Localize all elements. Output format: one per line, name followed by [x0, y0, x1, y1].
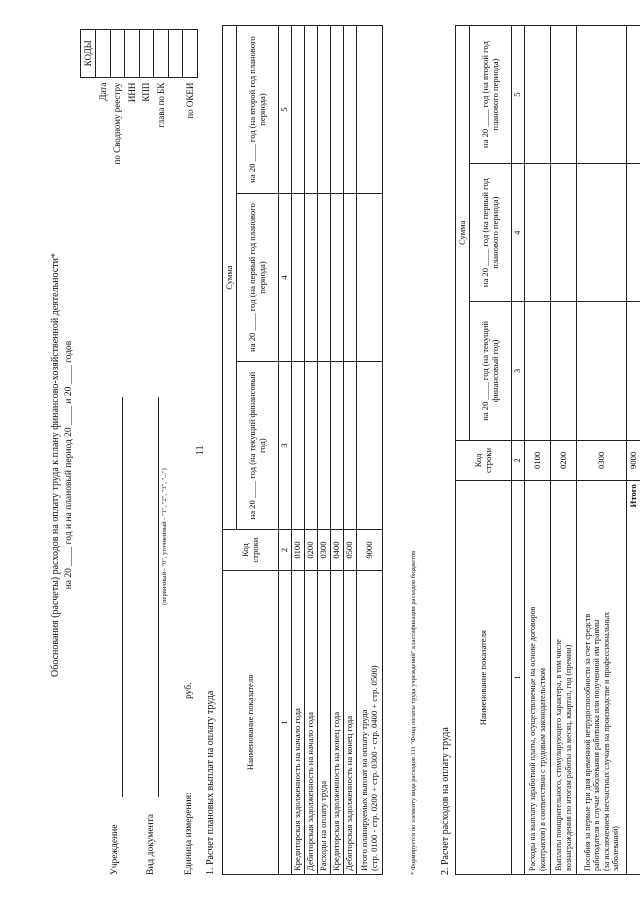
code-cell [110, 30, 125, 78]
row-code: 0500 [344, 530, 357, 571]
value-cell [577, 302, 627, 440]
value-cell [577, 164, 627, 302]
unit-label: Единица измерения: [184, 792, 194, 875]
section1-title: 1. Расчет плановых выплат на оплату труда [205, 690, 216, 875]
row-code: 0400 [331, 530, 344, 571]
row-code: 0200 [551, 440, 577, 481]
value-cell [331, 26, 344, 194]
value-cell [331, 361, 344, 529]
value-cell [551, 302, 577, 440]
row-name-line: Расходы на выплату заработной платы, осуществляемые на основе договоров [528, 606, 538, 871]
unit-value: руб. [184, 682, 194, 699]
row-name: Дебиторская задолженность на начало года [305, 570, 318, 874]
row-code: 0100 [525, 440, 551, 481]
value-cell [525, 302, 551, 440]
section2-table [455, 25, 640, 875]
row-name: Дебиторская задолженность на конец года [344, 570, 357, 874]
code-cell [154, 30, 169, 78]
header-col4: на 20 ____ год (на первый год планового периода) [470, 164, 512, 302]
col-number: 2 [279, 530, 292, 571]
value-cell [344, 361, 357, 529]
value-cell [344, 26, 357, 194]
row-name [357, 570, 383, 874]
row-name-line: (контрактов) в соответствии с трудовым законодательством [537, 667, 547, 871]
value-cell [305, 194, 318, 362]
table-row [331, 26, 344, 875]
value-cell [525, 164, 551, 302]
codes-label: по ОКЕИ [184, 82, 195, 119]
row-name: Кредиторская задолженность на начало года [292, 570, 305, 874]
table-row [305, 26, 318, 875]
table-row [525, 26, 551, 875]
value-cell [344, 194, 357, 362]
table-row-total [357, 26, 383, 875]
col-number: 5 [512, 26, 525, 164]
row-code: 0300 [318, 530, 331, 571]
page-number: 11 [195, 445, 206, 455]
col-number: 1 [279, 570, 292, 874]
row-name-line: вознаграждения по итогам работы за месяц, квартал, год (премии) [563, 644, 573, 871]
codes-label [168, 77, 183, 177]
header-col3: на 20 ____ год (на текущий финансовый год) [237, 361, 279, 529]
row-name-line: (за исключением несчастных случаев на производстве и профессиональных [601, 611, 611, 871]
code-cell [139, 30, 154, 78]
row-name: Расходы на оплату труда [318, 570, 331, 874]
value-cell [551, 164, 577, 302]
value-cell [305, 26, 318, 194]
value-cell [357, 26, 383, 194]
value-cell [627, 302, 640, 440]
value-cell [292, 194, 305, 362]
institution-label: Учреждение [110, 824, 120, 875]
code-cell [168, 30, 183, 78]
header-name: Наименование показателя [223, 570, 279, 874]
table-row [318, 26, 331, 875]
row-name-line: работодателя в случае заболевания работника или полученной им травмы [592, 619, 602, 871]
row-code: 0100 [292, 530, 305, 571]
value-cell [331, 194, 344, 362]
total-label: Итого [627, 481, 640, 875]
code-cell [96, 30, 111, 78]
doc-type-line [158, 397, 159, 797]
row-code: 9000 [627, 440, 640, 481]
row-name [577, 481, 627, 875]
row-name: Кредиторская задолженность на конец года [331, 570, 344, 874]
table-row-total [627, 26, 640, 875]
col-number: 1 [512, 481, 525, 875]
document-title: Обоснования (расчеты) расходов на оплату труда к плану финансово-хозяйственной деятельности* [50, 253, 61, 677]
code-cell [125, 30, 140, 78]
table-row [344, 26, 357, 875]
header-col3: на 20 ____ год (на текущий финансовый год) [470, 302, 512, 440]
col-number: 4 [279, 194, 292, 362]
value-cell [577, 26, 627, 164]
col-number: 3 [512, 302, 525, 440]
header-sum: Сумма [223, 26, 237, 530]
codes-block [80, 29, 198, 177]
table-row [551, 26, 577, 875]
value-cell [357, 194, 383, 362]
header-col5: на 20 ____ год (на второй год планового периода) [470, 26, 512, 164]
row-name-line: Итого планируемых выплат на оплату труда [358, 709, 369, 871]
value-cell [318, 194, 331, 362]
codes-label: Дата [97, 82, 108, 101]
codes-label: КПП [141, 82, 152, 102]
codes-header: КОДЫ [81, 30, 96, 78]
table-row [577, 26, 627, 875]
codes-label: по Сводному реестру [112, 82, 123, 165]
footnote: * Формируется по элементу вида расходов 111 "Фонд оплаты труда учреждений" классификации расходов бюджетов [410, 550, 417, 875]
institution-line [122, 397, 123, 797]
row-code: 0200 [305, 530, 318, 571]
col-number: 5 [279, 26, 292, 194]
value-cell [292, 26, 305, 194]
header-col5: на 20 ____ год (на второй год планового периода) [237, 26, 279, 194]
section2-title: 2. Расчет расходов на оплату труда [440, 727, 451, 875]
row-name-line: Выплаты поощрительного, стимулирующего характера, в том числе [554, 639, 564, 871]
value-cell [318, 26, 331, 194]
value-cell [357, 361, 383, 529]
header-sum: Сумма [456, 26, 470, 441]
codes-label: ИНН [126, 82, 137, 103]
header-col4: на 20 ____ год (на первый год планового периода) [237, 194, 279, 362]
row-code: 9000 [357, 530, 383, 571]
value-cell [627, 164, 640, 302]
value-cell [292, 361, 305, 529]
row-name [551, 481, 577, 875]
row-name-line: Пособия за первые три дня временной нетрудоспособности за счет средств [583, 613, 593, 871]
header-code: Код строки [456, 440, 512, 481]
section1-table [222, 25, 383, 875]
doc-type-label: Вид документа [146, 813, 156, 875]
document-subtitle: на 20 ____ год и на плановый период 20 ____ и 20 ____ годов [64, 340, 74, 590]
table-row [292, 26, 305, 875]
value-cell [627, 26, 640, 164]
value-cell [305, 361, 318, 529]
codes-label: глава по БК [155, 82, 166, 128]
doc-type-note: (первичный - "0", уточненный - "1", "2", "3", "...") [161, 468, 168, 605]
col-number: 4 [512, 164, 525, 302]
value-cell [318, 361, 331, 529]
header-name: Наименование показателя [456, 481, 512, 875]
value-cell [551, 26, 577, 164]
row-code: 0300 [577, 440, 627, 481]
value-cell [525, 26, 551, 164]
header-code: Код строки [223, 530, 279, 571]
col-number: 2 [512, 440, 525, 481]
row-name-line: (стр. 0100 - стр. 0200 + стр. 0300 - стр. 0400 + стр. 0500) [368, 665, 379, 871]
row-name [525, 481, 551, 875]
row-name-line: заболеваний) [610, 826, 620, 871]
col-number: 3 [279, 361, 292, 529]
code-cell [183, 30, 198, 78]
